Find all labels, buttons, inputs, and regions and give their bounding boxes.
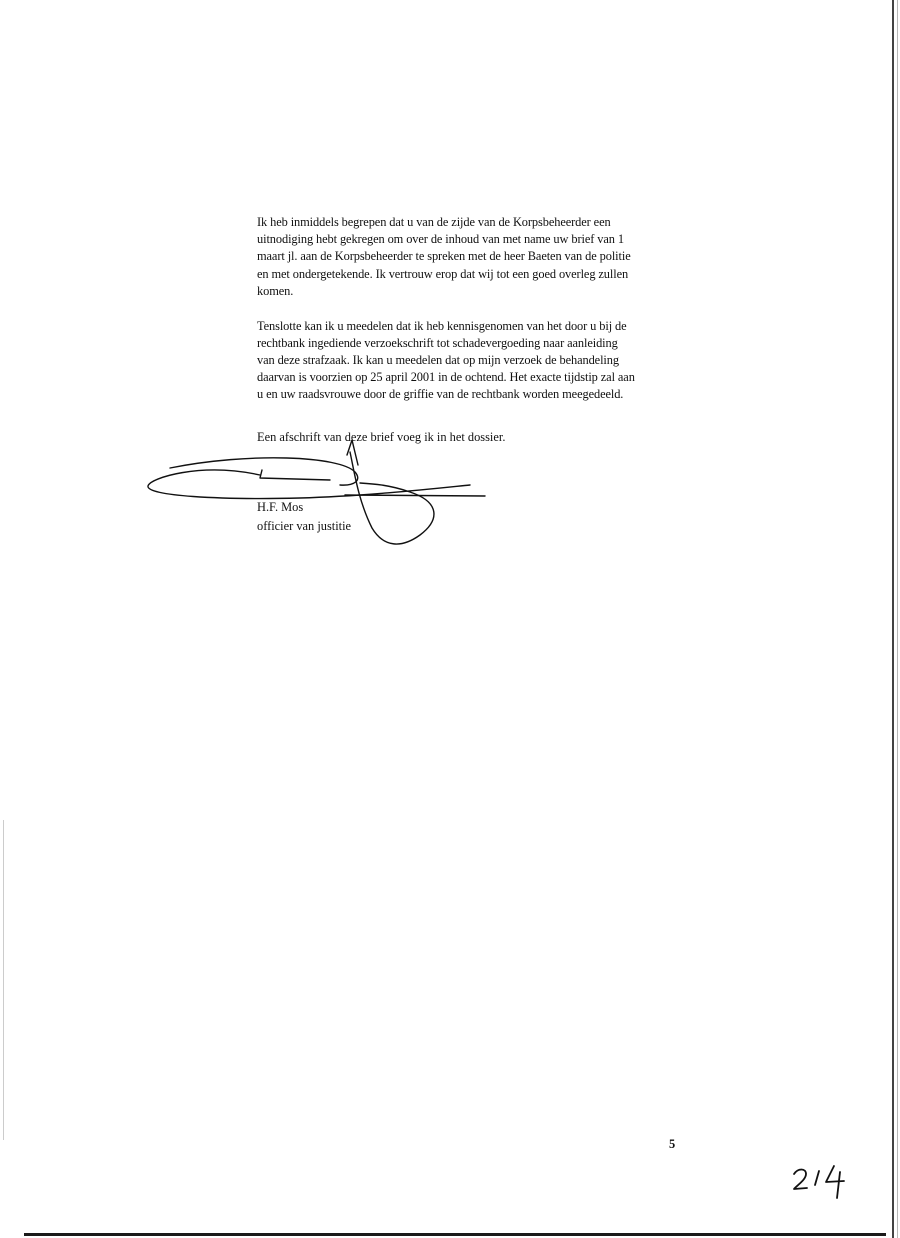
page-number: 5 xyxy=(669,1137,676,1151)
text-line: komen. xyxy=(257,283,294,298)
closing-line: Een afschrift van deze brief voeg ik in het dossier. xyxy=(257,430,506,444)
text-line: u en uw raadsvrouwe door de griffie van de rechtbank worden meegedeeld. xyxy=(257,387,624,402)
scan-edge-bottom xyxy=(24,1233,886,1236)
text-line: Tenslotte kan ik u meedelen dat ik heb kennisgenomen van het door u bij de xyxy=(257,318,627,333)
text-line: van deze strafzaak. Ik kan u meedelen dat op mijn verzoek de behandeling xyxy=(257,352,619,367)
scan-edge-right xyxy=(892,0,894,1238)
paragraph-1 xyxy=(257,214,767,300)
text-line: daarvan is voorzien op 25 april 2001 in de ochtend. Het exacte tijdstip zal aan xyxy=(257,370,635,385)
text-line: uitnodiging hebt gekregen om over de inhoud van met name uw brief van 1 xyxy=(257,232,624,247)
scan-edge-left xyxy=(3,820,4,1140)
text-line: Ik heb inmiddels begrepen dat u van de zijde van de Korpsbeheerder een xyxy=(257,215,611,229)
text-line: rechtbank ingediende verzoekschrift tot schadevergoeding naar aanleiding xyxy=(257,335,618,350)
handwritten-annotation xyxy=(790,1160,850,1200)
signatory-title: officier van justitie xyxy=(257,519,352,533)
paragraph-2 xyxy=(257,318,767,404)
signature-graphic xyxy=(140,440,500,560)
letter-body xyxy=(257,214,767,421)
scan-edge-right-shadow xyxy=(897,0,898,1238)
text-line: en met ondergetekende. Ik vertrouw erop dat wij tot een goed overleg zullen xyxy=(257,266,629,281)
signatory-name: H.F. Mos xyxy=(257,500,304,514)
text-line: maart jl. aan de Korpsbeheerder te spreken met de heer Baeten van de politie xyxy=(257,249,631,264)
